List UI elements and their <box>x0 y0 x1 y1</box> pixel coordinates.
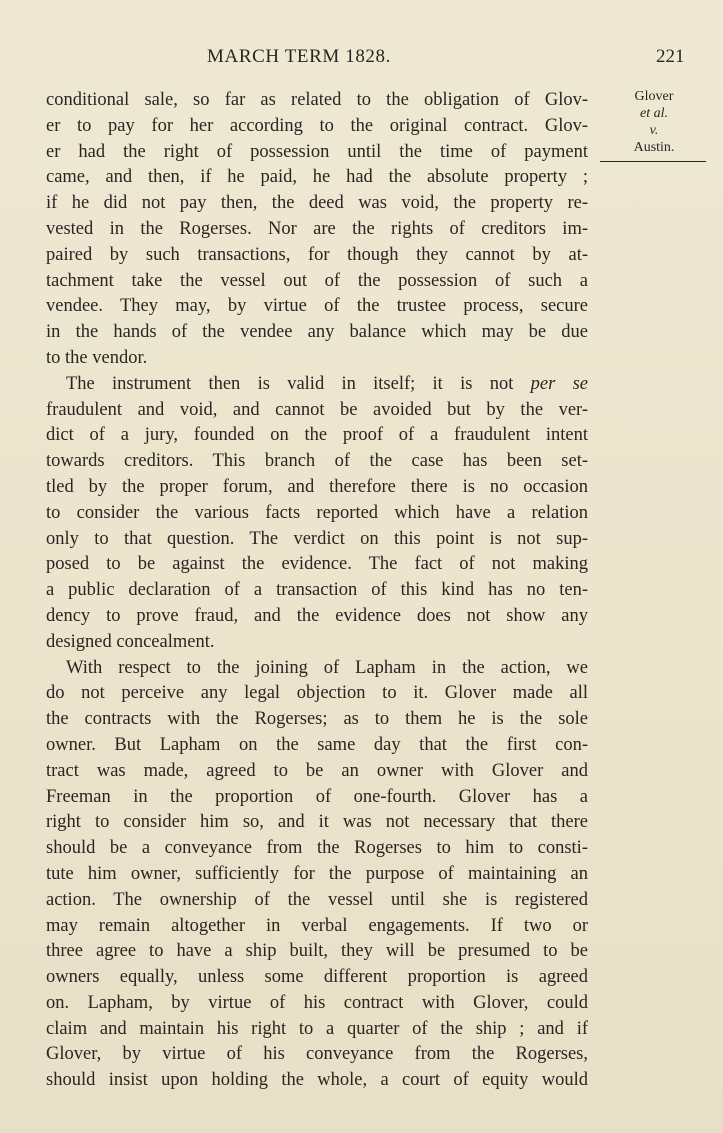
paragraph-3 <box>46 656 588 1095</box>
running-head: MARCH TERM 1828. <box>207 46 391 67</box>
text-line: conditional sale, so far as related to the obligation of Glov- <box>46 90 588 110</box>
margin-et-al: et al. <box>640 106 668 121</box>
text-line: designed concealment. <box>46 631 215 652</box>
text-line: a public declaration of a transaction of this kind has no ten- <box>46 580 588 601</box>
text-line: claim and maintain his right to a quarter of the ship ; and if <box>46 1018 588 1039</box>
italic-phrase: per se <box>530 373 588 394</box>
text-line: fraudulent and void, and cannot be avoided but by the ver- <box>46 399 588 420</box>
text-line: the contracts with the Rogerses; as to them he is the sole <box>46 709 588 730</box>
text-line: er had the right of possession until the time of payment <box>46 141 588 162</box>
text-line <box>46 372 588 398</box>
text-line: tute him owner, sufficiently for the purpose of maintaining an <box>46 863 588 884</box>
text-line: er to pay for her according to the original contract. Glov- <box>46 115 588 136</box>
text-line: vested in the Rogerses. Nor are the rights of creditors im- <box>46 218 588 239</box>
text-line: only to that question. The verdict on this point is not sup- <box>46 528 588 549</box>
text-line: do not perceive any legal objection to it. Glover made all <box>46 683 588 704</box>
text-line: in the hands of the vendee any balance which may be due <box>46 322 588 343</box>
text-line-start: The instrument then is valid in itself; it is not <box>66 373 531 394</box>
text-line: to the vendor. <box>46 347 148 368</box>
text-line: three agree to have a ship built, they will be presumed to be <box>46 941 588 962</box>
text-line: dency to prove fraud, and the evidence does not show any <box>46 605 588 626</box>
text-line: may remain altogether in verbal engagements. If two or <box>46 915 588 936</box>
margin-party1: Glover <box>634 89 674 104</box>
text-line: should be a conveyance from the Rogerses to him to consti- <box>46 838 588 859</box>
text-line: Freeman in the proportion of one-fourth. Glover has a <box>46 786 588 807</box>
text-line: paired by such transactions, for though they cannot by at- <box>46 244 588 265</box>
text-line: tled by the proper forum, and therefore there is no occasion <box>46 476 588 497</box>
case-margin-note <box>612 88 696 156</box>
page-number: 221 <box>656 46 685 67</box>
text-line: vendee. They may, by virtue of the trustee process, secure <box>46 296 588 317</box>
text-line: owners equally, unless some different proportion is agreed <box>46 967 588 988</box>
margin-party2: Austin. <box>633 140 675 155</box>
text-line: towards creditors. This branch of the case has been set- <box>46 451 588 472</box>
text-line: With respect to the joining of Lapham in the action, we <box>66 657 588 678</box>
text-line: posed to be against the evidence. The fact of not making <box>46 554 588 575</box>
paragraph-2 <box>46 372 588 656</box>
page-header <box>0 44 723 74</box>
body-text <box>46 88 588 1094</box>
paragraph-1 <box>46 88 588 372</box>
margin-versus: v. <box>649 123 659 138</box>
text-line: dict of a jury, founded on the proof of a fraudulent intent <box>46 425 588 446</box>
text-line: tachment take the vessel out of the possession of such a <box>46 270 588 291</box>
text-line: Glover, by virtue of his conveyance from the Rogerses, <box>46 1044 588 1065</box>
text-line: action. The ownership of the vessel until she is registered <box>46 889 588 910</box>
text-line: right to consider him so, and it was not necessary that there <box>46 812 588 833</box>
text-line: on. Lapham, by virtue of his contract with Glover, could <box>46 992 588 1013</box>
text-line: tract was made, agreed to be an owner with Glover and <box>46 760 588 781</box>
text-line: should insist upon holding the whole, a court of equity would <box>46 1070 588 1091</box>
text-line: owner. But Lapham on the same day that the first con- <box>46 734 588 755</box>
text-line: if he did not pay then, the deed was void, the property re- <box>46 193 588 214</box>
text-line: came, and then, if he paid, he had the absolute property ; <box>46 167 588 188</box>
margin-note-rule <box>600 161 706 162</box>
text-line: to consider the various facts reported which have a relation <box>46 502 588 523</box>
